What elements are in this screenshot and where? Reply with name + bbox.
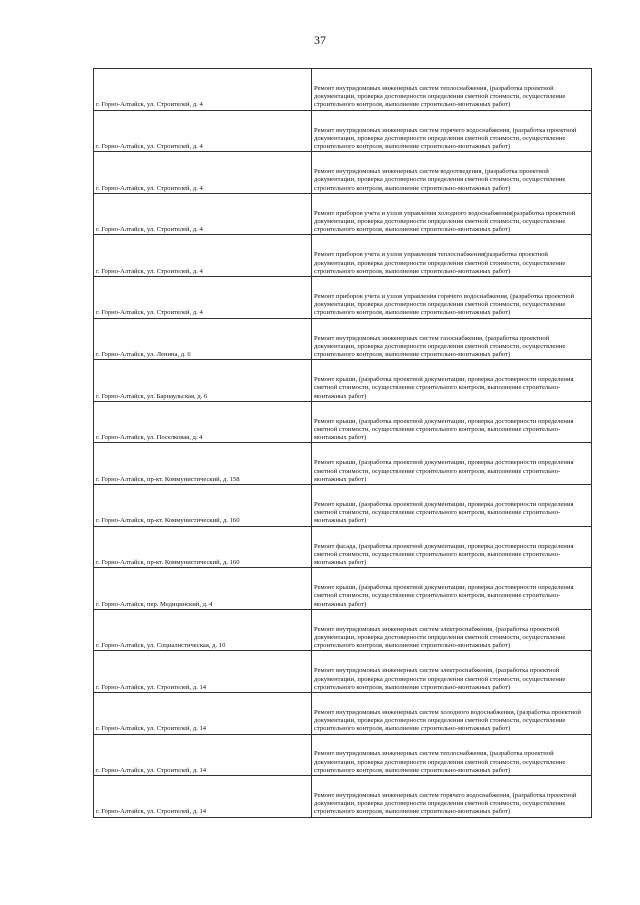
table-row bbox=[94, 318, 592, 360]
table-row bbox=[94, 734, 592, 776]
table-row bbox=[94, 110, 592, 152]
table-row bbox=[94, 401, 592, 443]
table-row bbox=[94, 443, 592, 485]
address-cell: г. Горно-Алтайск, ул. Поселковая, д. 4 bbox=[94, 401, 312, 443]
address-cell: г. Горно-Алтайск, ул. Социалистическая, д. 10 bbox=[94, 609, 312, 651]
address-cell: г. Горно-Алтайск, ул. Барнаульская, д. 6 bbox=[94, 360, 312, 402]
address-cell: г. Горно-Алтайск, ул. Ленина, д. 6 bbox=[94, 318, 312, 360]
table-row bbox=[94, 651, 592, 693]
work-description-cell: Ремонт внутридомовых инженерных систем холодного водоснабжения, (разработка проектной документации, проверка достоверности определения сметной стоимости, осуществление строительного контроля, выполнение строительно-монтажных работ) bbox=[312, 692, 592, 734]
table-row bbox=[94, 609, 592, 651]
work-description-cell: Ремонт внутридомовых инженерных систем теплоснабжения, (разработка проектной документации, проверка достоверности определения сметной стоимости, осуществление строительного контроля, выполнение строительно-монтажных работ) bbox=[312, 734, 592, 776]
address-cell: г. Горно-Алтайск, ул. Строителей, д. 14 bbox=[94, 692, 312, 734]
table-row bbox=[94, 152, 592, 194]
works-table bbox=[93, 68, 592, 818]
address-cell: г. Горно-Алтайск, ул. Строителей, д. 4 bbox=[94, 110, 312, 152]
work-description-cell: Ремонт приборов учета и узлов управления холодного водоснабжения(разработка проектной документации, проверка достоверности определения сметной стоимости, осуществление строительного контроля, выполнение строительно-монтажных работ) bbox=[312, 193, 592, 235]
table-row bbox=[94, 360, 592, 402]
address-cell: г. Горно-Алтайск, ул. Строителей, д. 4 bbox=[94, 235, 312, 277]
address-cell: г. Горно-Алтайск, пер. Медицинский, д. 4 bbox=[94, 568, 312, 610]
work-description-cell: Ремонт внутридомовых инженерных систем электроснабжения, (разработка проектной документации, проверка достоверности определения сметной стоимости, осуществление строительного контроля, выполнение строительно-монтажных работ) bbox=[312, 609, 592, 651]
work-description-cell: Ремонт внутридомовых инженерных систем горячего водоснабжения, (разработка проектной документации, проверка достоверности определения сметной стоимости, осуществление строительного контроля, выполнение строительно-монтажных работ) bbox=[312, 776, 592, 818]
page-number: 37 bbox=[314, 33, 326, 47]
address-cell: г. Горно-Алтайск, ул. Строителей, д. 14 bbox=[94, 776, 312, 818]
table-row bbox=[94, 193, 592, 235]
work-description-cell: Ремонт внутридомовых инженерных систем электроснабжения, (разработка проектной документации, проверка достоверности определения сметной стоимости, осуществление строительного контроля, выполнение строительно-монтажных работ) bbox=[312, 651, 592, 693]
address-cell: г. Горно-Алтайск, пр-кт. Коммунистический, д. 160 bbox=[94, 484, 312, 526]
work-description-cell: Ремонт внутридомовых инженерных систем теплоснабжения, (разработка проектной документации, проверка достоверности определения сметной стоимости, осуществление строительного контроля, выполнение строительно-монтажных работ) bbox=[312, 69, 592, 111]
address-cell: г. Горно-Алтайск, пр-кт. Коммунистический, д. 160 bbox=[94, 526, 312, 568]
work-description-cell: Ремонт приборов учета и узлов управления горячего водоснабжения, (разработка проектной документации, проверка достоверности определения сметной стоимости, осуществление строительного контроля, выполнение строительно-монтажных работ) bbox=[312, 276, 592, 318]
work-description-cell: Ремонт крыши, (разработка проектной документации, проверка достоверности определения сметной стоимости, осуществление строительного контроля, выполнение строительно-монтажных работ) bbox=[312, 360, 592, 402]
address-cell: г. Горно-Алтайск, ул. Строителей, д. 14 bbox=[94, 734, 312, 776]
table-row bbox=[94, 235, 592, 277]
address-cell: г. Горно-Алтайск, ул. Строителей, д. 4 bbox=[94, 152, 312, 194]
work-description-cell: Ремонт крыши, (разработка проектной документации, проверка достоверности определения сметной стоимости, осуществление строительного контроля, выполнение строительно-монтажных работ) bbox=[312, 443, 592, 485]
work-description-cell: Ремонт крыши, (разработка проектной документации, проверка достоверности определения сметной стоимости, осуществление строительного контроля, выполнение строительно-монтажных работ) bbox=[312, 484, 592, 526]
table-row bbox=[94, 69, 592, 111]
work-description-cell: Ремонт приборов учета и узлов управления теплоснабжения(разработка проектной документации, проверка достоверности определения сметной стоимости, осуществление строительного контроля, выполнение строительно-монтажных работ) bbox=[312, 235, 592, 277]
table-row bbox=[94, 776, 592, 818]
table-row bbox=[94, 276, 592, 318]
work-description-cell: Ремонт внутридомовых инженерных систем горячего водоснабжения, (разработка проектной документации, проверка достоверности определения сметной стоимости, осуществление строительного контроля, выполнение строительно-монтажных работ) bbox=[312, 110, 592, 152]
address-cell: г. Горно-Алтайск, пр-кт. Коммунистический, д. 158 bbox=[94, 443, 312, 485]
address-cell: г. Горно-Алтайск, ул. Строителей, д. 4 bbox=[94, 69, 312, 111]
work-description-cell: Ремонт крыши, (разработка проектной документации, проверка достоверности определения сметной стоимости, осуществление строительного контроля, выполнение строительно-монтажных работ) bbox=[312, 401, 592, 443]
address-cell: г. Горно-Алтайск, ул. Строителей, д. 14 bbox=[94, 651, 312, 693]
table-row bbox=[94, 568, 592, 610]
address-cell: г. Горно-Алтайск, ул. Строителей, д. 4 bbox=[94, 276, 312, 318]
works-table-body bbox=[94, 69, 592, 818]
work-description-cell: Ремонт фасада, (разработка проектной документации, проверка достоверности определения сметной стоимости, осуществление строительного контроля, выполнение строительно-монтажных работ) bbox=[312, 526, 592, 568]
work-description-cell: Ремонт внутридомовых инженерных систем газоснабжения, (разработка проектной документации, проверка достоверности определения сметной стоимости, осуществление строительного контроля, выполнение строительно-монтажных работ) bbox=[312, 318, 592, 360]
table-row bbox=[94, 692, 592, 734]
table-row bbox=[94, 484, 592, 526]
work-description-cell: Ремонт внутридомовых инженерных систем водоотведения, (разработка проектной документации, проверка достоверности определения сметной стоимости, осуществление строительного контроля, выполнение строительно-монтажных работ) bbox=[312, 152, 592, 194]
table-row bbox=[94, 526, 592, 568]
work-description-cell: Ремонт крыши, (разработка проектной документации, проверка достоверности определения сметной стоимости, осуществление строительного контроля, выполнение строительно-монтажных работ) bbox=[312, 568, 592, 610]
address-cell: г. Горно-Алтайск, ул. Строителей, д. 4 bbox=[94, 193, 312, 235]
